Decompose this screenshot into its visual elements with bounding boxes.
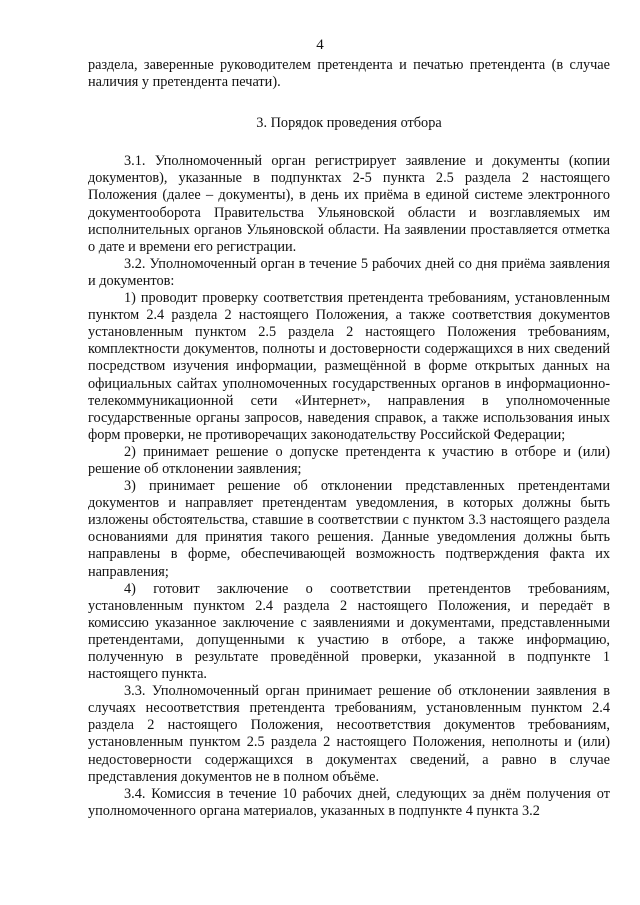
subparagraph-4: 4) готовит заключение о соответствии претендентов требованиям, установленным пунктом 2.4 раздела 2 настоящего Положения, и передаёт в комиссию указанное заключение с заявлениями и документами, представленными претендентами, допущенными к участию в отборе, а также информацию, полученную в результате проведённой проверки, указанной в подпункте 1 настоящего пункта. xyxy=(88,580,610,683)
subparagraph-3: 3) принимает решение об отклонении представленных претендентами документов и направляет претендентам уведомления, в которых должны быть изложены обстоятельства, ставшие в соответствии с пунктом 3.3 настоящего раздела основаниями для принятия такого решения. Данные уведомления должны быть направлены в форме, обеспечивающей возможность подтверждения факта их направления; xyxy=(88,478,610,580)
subparagraph-2: 2) принимает решение о допуске претендента к участию в отборе и (или) решение об отклонении заявления; xyxy=(88,443,610,477)
paragraph-3-1: 3.1. Уполномоченный орган регистрирует заявление и документы (копии документов), указанные в подпунктах 2-5 пункта 2.5 раздела 2 настоящего Положения (далее – документы), в день их приёма в единой системе электронного документооборота Правительства Ульяновской области и возглавляемых им исполнительных органов Ульяновской области. На заявлении проставляется отметка о дате и времени его регистрации. xyxy=(88,153,610,255)
page-number: 4 xyxy=(316,37,324,53)
document-body xyxy=(88,57,610,820)
section-heading: 3. Порядок проведения отбора xyxy=(256,115,442,132)
paragraph-3-4: 3.4. Комиссия в течение 10 рабочих дней, следующих за днём получения от уполномоченного органа материалов, указанных в подпункте 4 пункта 3.2 xyxy=(88,785,610,819)
subparagraph-1: 1) проводит проверку соответствия претендента требованиям, установленным пунктом 2.4 раздела 2 настоящего Положения, а также соответствия документов установленным пунктом 2.5 раздела 2 настоящего Положения требованиям, комплектности документов, полноты и достоверности содержащихся в них сведений посредством изучения информации, размещённой в форме открытых данных на официальных сайтах уполномоченных государственных органов в информационно-телекоммуникационной сети «Интернет», направления в уполномоченные государственные органы запросов, наведения справок, а также использования иных форм проверки, не противоречащих законодательству Российской Федерации; xyxy=(88,290,610,443)
paragraph-3-2: 3.2. Уполномоченный орган в течение 5 рабочих дней со дня приёма заявления и документов: xyxy=(88,255,610,289)
intro-paragraph: раздела, заверенные руководителем претендента и печатью претендента (в случае наличия у претендента печати). xyxy=(88,57,610,91)
paragraph-3-3: 3.3. Уполномоченный орган принимает решение об отклонении заявления в случаях несоответствия претендента требованиям, установленным пунктом 2.4 раздела 2 настоящего Положения, несоответствия документов требованиям, установленным пунктом 2.5 раздела 2 настоящего Положения, неполноты и (или) недостоверности содержащихся в документах сведений, а равно в случае представления документов не в полном объёме. xyxy=(88,683,610,785)
